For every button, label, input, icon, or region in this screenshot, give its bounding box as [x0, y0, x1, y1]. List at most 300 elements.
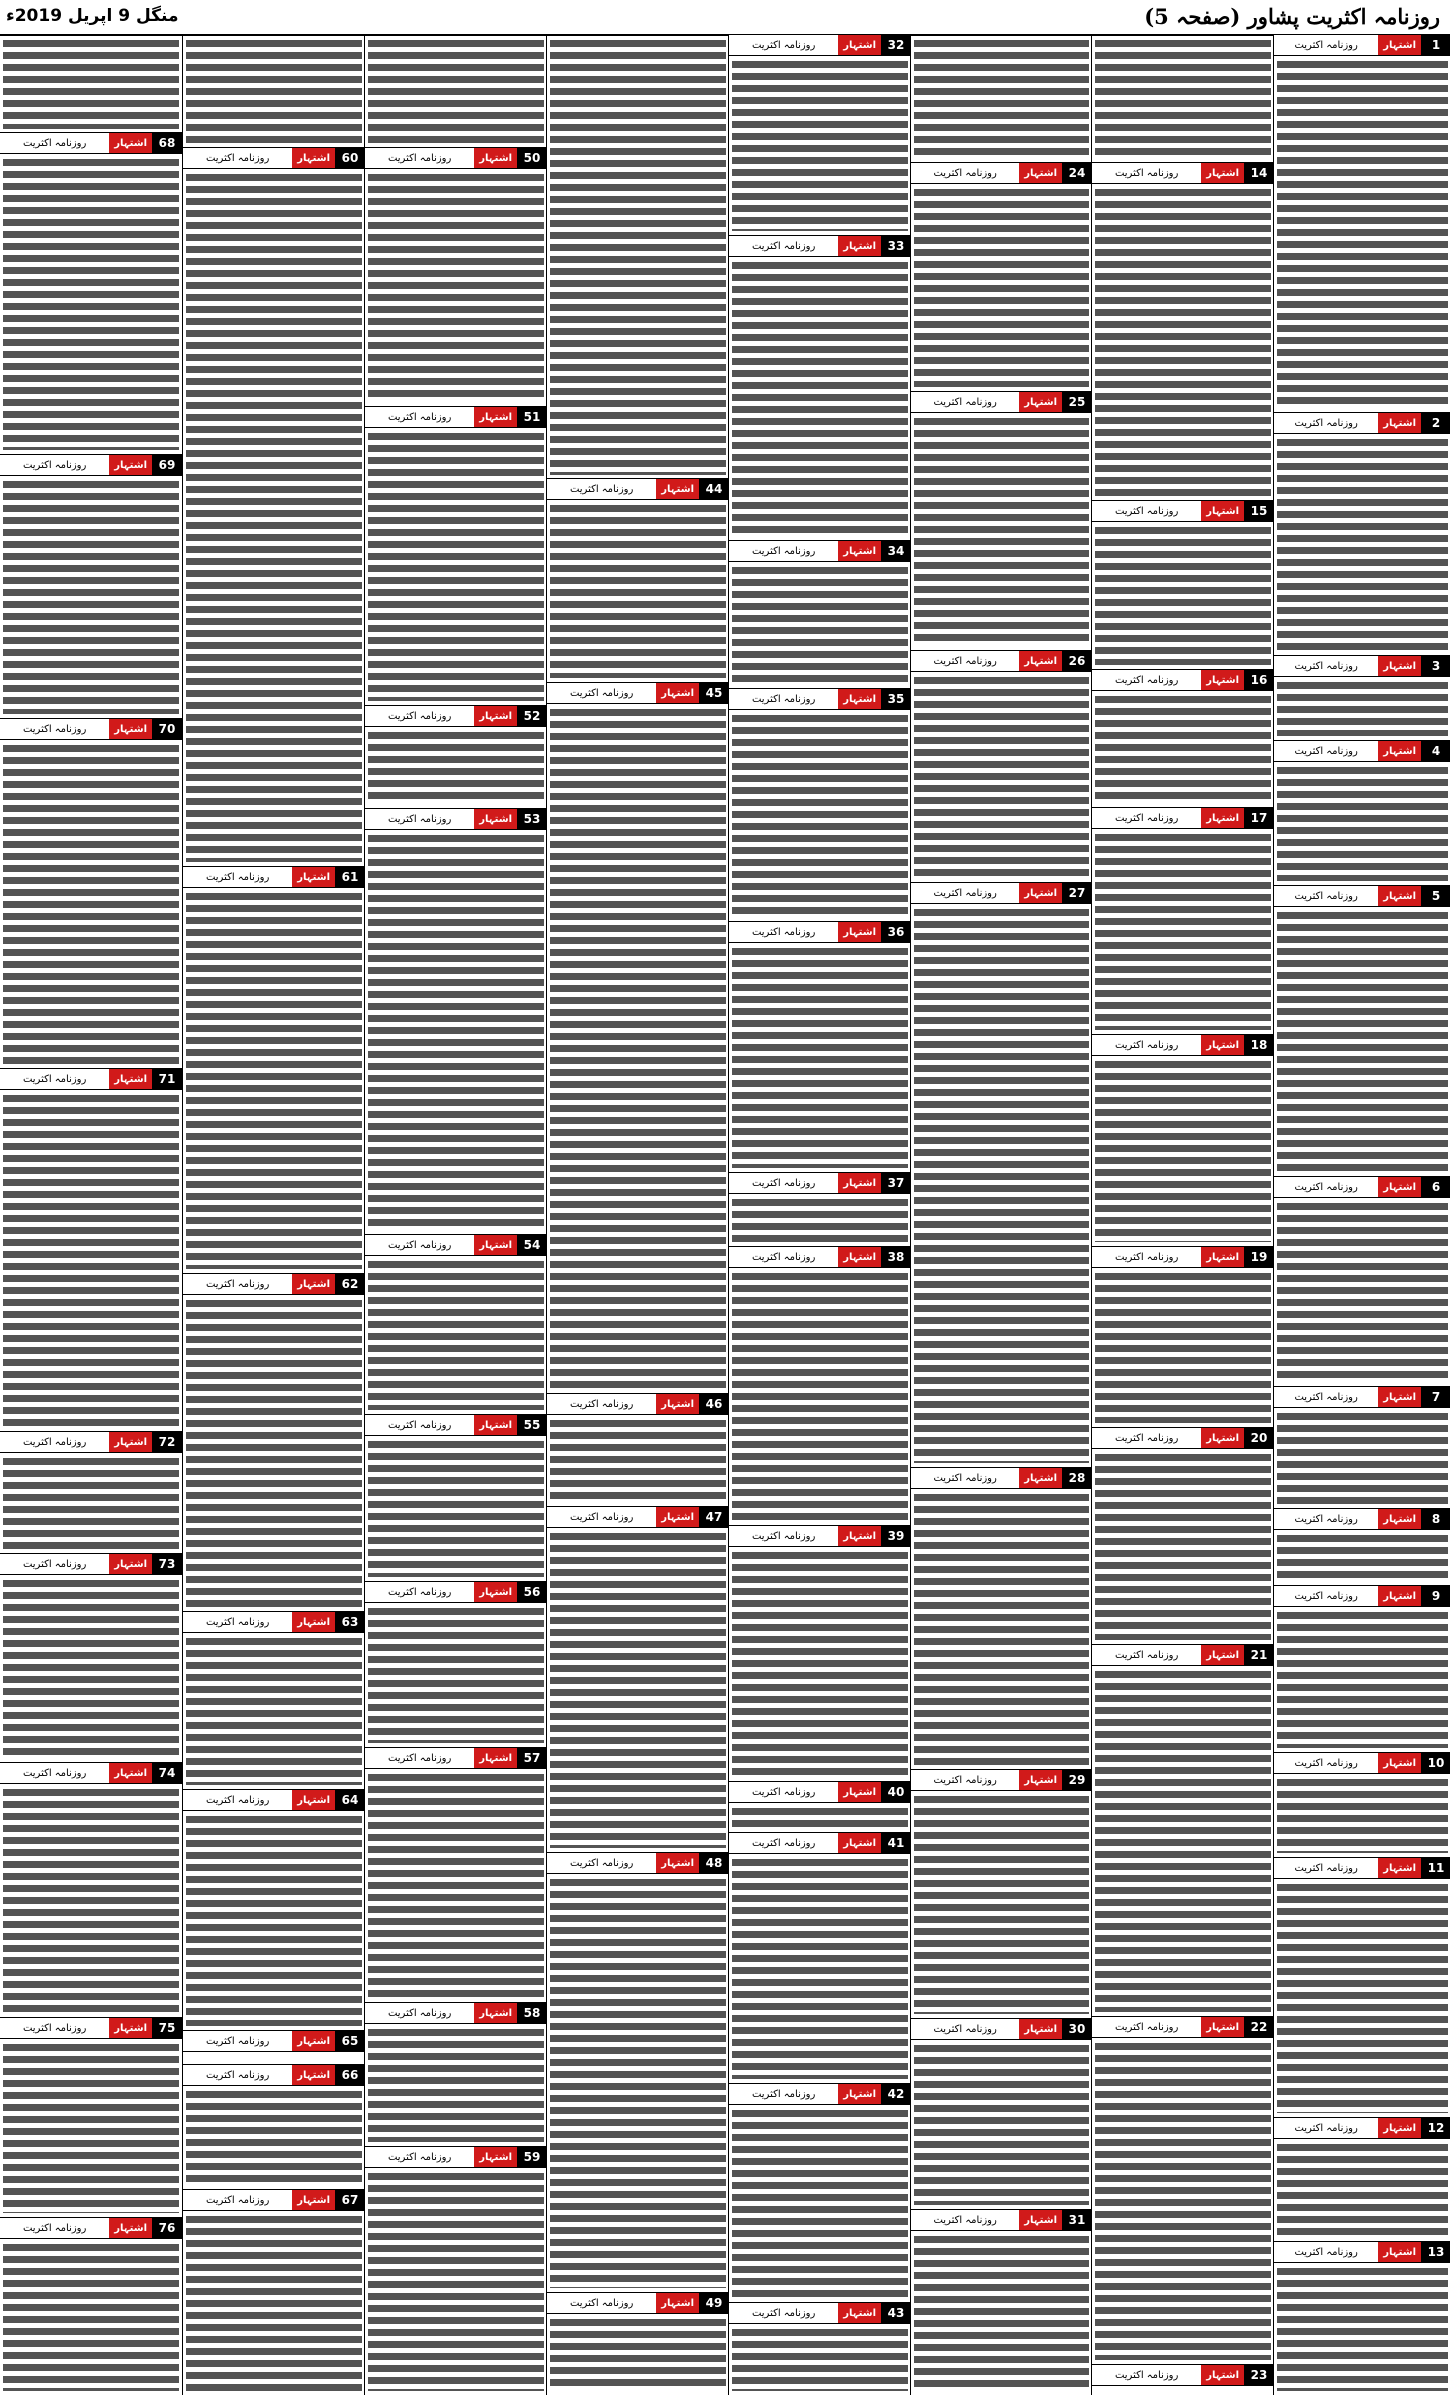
ad-brand-label: اشتہار — [292, 2065, 335, 2085]
ad-text — [3, 478, 179, 714]
ad-number: 52 — [517, 706, 547, 726]
ad-brand-label: اشتہار — [838, 1833, 881, 1853]
ad-paper-label: روزنامہ اکثریت — [387, 710, 452, 722]
ad-number: 29 — [1062, 1770, 1092, 1790]
ad-brand-label: اشتہار — [1378, 2242, 1421, 2262]
ad-brand-label: اشتہار — [1201, 1247, 1244, 1267]
ad-text — [3, 1577, 179, 1758]
ad-brand-label: اشتہار — [292, 2031, 335, 2051]
ad-header — [729, 1172, 911, 1194]
ad-brand-label: اشتہار — [1378, 413, 1421, 433]
ad-brand-label: اشتہار — [1378, 1387, 1421, 1407]
ad-number: 71 — [152, 1069, 182, 1089]
ad-brand-label: اشتہار — [474, 1235, 517, 1255]
ad-brand-label: اشتہار — [1201, 808, 1244, 828]
ad-number: 48 — [699, 1853, 729, 1873]
ad-text — [1095, 2040, 1271, 2360]
ad-header — [1274, 412, 1450, 434]
ad-paper-label: روزنامہ اکثریت — [933, 2023, 997, 2035]
ad-text — [732, 2107, 908, 2298]
ad-header — [365, 406, 547, 428]
ad-column — [0, 34, 182, 2395]
ad-text — [3, 1455, 179, 1549]
ad-paper-label: روزنامہ اکثریت — [1114, 2021, 1179, 2033]
ad-brand-label: اشتہار — [474, 1582, 517, 1602]
ad-paper-label: روزنامہ اکثریت — [22, 1073, 87, 1085]
ad-brand-label: اشتہار — [838, 1782, 881, 1802]
ad-brand-label: اشتہار — [656, 1507, 699, 1527]
ad-number: 9 — [1421, 1586, 1450, 1606]
ad-text — [368, 1771, 544, 1998]
ad-text — [1277, 909, 1448, 1172]
ad-paper-label: روزنامہ اکثریت — [22, 137, 87, 149]
ad-header — [365, 2146, 547, 2168]
ad-number: 6 — [1421, 1177, 1450, 1197]
ad-header — [911, 162, 1092, 184]
ad-header — [1092, 2016, 1274, 2038]
ad-text — [732, 1856, 908, 2079]
ad-number: 59 — [517, 2147, 547, 2167]
ad-paper-label: روزنامہ اکثریت — [1294, 1513, 1358, 1525]
ad-text — [732, 2326, 908, 2391]
ad-brand-label: اشتہار — [109, 455, 152, 475]
ad-brand-label: اشتہار — [838, 1247, 881, 1267]
ad-paper-label: روزنامہ اکثریت — [22, 1767, 87, 1779]
ad-header — [0, 2217, 182, 2239]
ad-paper-label: روزنامہ اکثریت — [22, 723, 87, 735]
ad-number: 64 — [335, 1790, 365, 1810]
ad-text — [368, 37, 544, 144]
ad-text — [368, 1605, 544, 1743]
ad-text — [186, 1297, 362, 1607]
ad-paper-label: روزنامہ اکثریت — [751, 693, 816, 705]
ad-brand-label: اشتہار — [1201, 2017, 1244, 2037]
ad-header — [1274, 2117, 1450, 2139]
ad-number: 11 — [1421, 1858, 1450, 1878]
ad-brand-label: اشتہار — [109, 1554, 152, 1574]
ad-text — [368, 832, 544, 1230]
ad-brand-label: اشتہار — [838, 922, 881, 942]
ad-brand-label: اشتہار — [1201, 501, 1244, 521]
ad-header — [1274, 1508, 1450, 1530]
ad-text — [1277, 436, 1448, 651]
ad-text — [186, 1813, 362, 2026]
ad-number: 60 — [335, 148, 365, 168]
ad-text — [732, 1805, 908, 1828]
ad-number: 67 — [335, 2190, 365, 2210]
ad-text — [1095, 1058, 1271, 1242]
ad-number: 47 — [699, 1507, 729, 1527]
ad-number: 26 — [1062, 651, 1092, 671]
ad-text — [550, 1417, 726, 1502]
ad-text — [1095, 1451, 1271, 1640]
ad-brand-label: اشتہار — [474, 2147, 517, 2167]
ad-header — [183, 1789, 365, 1811]
ad-brand-label: اشتہار — [1378, 1509, 1421, 1529]
ad-number: 27 — [1062, 883, 1092, 903]
ad-paper-label: روزنامہ اکثریت — [1114, 1039, 1179, 1051]
ad-text — [914, 2042, 1089, 2205]
ad-paper-label: روزنامہ اکثریت — [387, 1239, 452, 1251]
ad-brand-label: اشتہار — [1201, 670, 1244, 690]
ad-header — [0, 1762, 182, 1784]
ad-paper-label: روزنامہ اکثریت — [751, 1837, 816, 1849]
ad-brand-label: اشتہار — [1019, 2210, 1062, 2230]
ad-paper-label: روزنامہ اکثریت — [387, 152, 452, 164]
ad-brand-label: اشتہار — [1378, 1586, 1421, 1606]
ad-number: 1 — [1421, 35, 1450, 55]
ad-text — [186, 1635, 362, 1785]
ad-header — [729, 34, 911, 56]
ad-text — [550, 37, 726, 475]
ad-header — [911, 650, 1092, 672]
ad-number: 42 — [881, 2084, 911, 2104]
ad-header — [365, 808, 547, 830]
ad-text — [3, 2041, 179, 2213]
ad-number: 10 — [1421, 1753, 1450, 1773]
ad-text — [550, 706, 726, 1389]
ad-brand-label: اشتہار — [1019, 2019, 1062, 2039]
ad-number: 34 — [881, 541, 911, 561]
ad-brand-label: اشتہار — [474, 1748, 517, 1768]
ad-number: 32 — [881, 35, 911, 55]
ad-number: 37 — [881, 1173, 911, 1193]
ad-number: 38 — [881, 1247, 911, 1267]
ad-paper-label: روزنامہ اکثریت — [1294, 745, 1358, 757]
ad-column — [1091, 34, 1274, 2395]
ad-text — [3, 742, 179, 1064]
ad-brand-label: اشتہار — [1019, 1770, 1062, 1790]
ad-number: 72 — [152, 1432, 182, 1452]
ad-text — [3, 2241, 179, 2391]
ad-text — [1095, 831, 1271, 1030]
ad-number: 17 — [1244, 808, 1274, 828]
ad-text — [732, 1196, 908, 1242]
ad-header — [547, 1852, 729, 1874]
ad-brand-label: اشتہار — [1019, 883, 1062, 903]
ad-brand-label: اشتہار — [109, 1432, 152, 1452]
ad-brand-label: اشتہار — [1019, 163, 1062, 183]
ad-number: 61 — [335, 867, 365, 887]
ad-header — [911, 1769, 1092, 1791]
ad-paper-label: روزنامہ اکثریت — [751, 2088, 816, 2100]
ad-text — [3, 1092, 179, 1427]
ad-paper-label: روزنامہ اکثریت — [751, 1177, 816, 1189]
ad-paper-label: روزنامہ اکثریت — [387, 1752, 452, 1764]
ad-brand-label: اشتہار — [656, 2293, 699, 2313]
ad-number: 41 — [881, 1833, 911, 1853]
ad-header — [1274, 740, 1450, 762]
ad-brand-label: اشتہار — [474, 407, 517, 427]
ad-paper-label: روزنامہ اکثریت — [751, 2307, 816, 2319]
ad-text — [1095, 524, 1271, 665]
ad-paper-label: روزنامہ اکثریت — [933, 887, 997, 899]
ad-paper-label: روزنامہ اکثریت — [1294, 2246, 1358, 2258]
ad-number: 44 — [699, 479, 729, 499]
ad-header — [1092, 500, 1274, 522]
ad-brand-label: اشتہار — [1378, 886, 1421, 906]
ad-paper-label: روزنامہ اکثریت — [387, 2151, 452, 2163]
ad-text — [1095, 1668, 1271, 2012]
ad-number: 30 — [1062, 2019, 1092, 2039]
ad-number: 31 — [1062, 2210, 1092, 2230]
ad-text — [1277, 1609, 1448, 1748]
ad-header — [911, 2209, 1092, 2231]
ad-text — [186, 171, 362, 862]
ad-header — [365, 1414, 547, 1436]
ad-header — [1092, 1034, 1274, 1056]
ad-brand-label: اشتہار — [109, 1763, 152, 1783]
ad-paper-label: روزنامہ اکثریت — [1114, 2369, 1179, 2381]
ad-paper-label: روزنامہ اکثریت — [1294, 660, 1358, 672]
ad-paper-label: روزنامہ اکثریت — [387, 813, 452, 825]
ad-text — [1095, 37, 1271, 159]
ad-number: 54 — [517, 1235, 547, 1255]
ad-number: 24 — [1062, 163, 1092, 183]
ad-brand-label: اشتہار — [292, 1612, 335, 1632]
ad-text — [914, 415, 1089, 646]
ad-header — [1274, 1585, 1450, 1607]
ad-brand-label: اشتہار — [292, 1790, 335, 1810]
ad-paper-label: روزنامہ اکثریت — [1294, 1391, 1358, 1403]
ad-number: 76 — [152, 2218, 182, 2238]
ad-paper-label: روزنامہ اکثریت — [1294, 39, 1358, 51]
ad-header — [0, 454, 182, 476]
ad-brand-label: اشتہار — [1378, 1177, 1421, 1197]
ad-header — [911, 882, 1092, 904]
ad-paper-label: روزنامہ اکثریت — [387, 411, 452, 423]
ad-brand-label: اشتہار — [656, 683, 699, 703]
ad-header — [547, 2292, 729, 2314]
ad-text — [1277, 1881, 1448, 2113]
ad-brand-label: اشتہار — [474, 809, 517, 829]
ad-number: 19 — [1244, 1247, 1274, 1267]
ad-number: 57 — [517, 1748, 547, 1768]
ad-brand-label: اشتہار — [1378, 2118, 1421, 2138]
ad-paper-label: روزنامہ اکثریت — [1114, 1432, 1179, 1444]
ad-header — [1092, 2364, 1274, 2386]
ad-brand-label: اشتہار — [838, 689, 881, 709]
ad-paper-label: روزنامہ اکثریت — [569, 687, 634, 699]
ad-brand-label: اشتہار — [109, 2218, 152, 2238]
ad-paper-label: روزنامہ اکثریت — [22, 2222, 87, 2234]
ad-brand-label: اشتہار — [838, 35, 881, 55]
ad-number: 74 — [152, 1763, 182, 1783]
ad-paper-label: روزنامہ اکثریت — [205, 871, 270, 883]
ad-text — [368, 1438, 544, 1577]
ad-paper-label: روزنامہ اکثریت — [205, 152, 270, 164]
ad-brand-label: اشتہار — [292, 2190, 335, 2210]
ad-number: 73 — [152, 1554, 182, 1574]
ad-header — [1274, 885, 1450, 907]
ad-text — [1277, 2265, 1448, 2391]
ad-header — [1092, 669, 1274, 691]
ad-header — [365, 2002, 547, 2024]
ad-brand-label: اشتہار — [656, 1394, 699, 1414]
ad-header — [365, 1747, 547, 1769]
ad-text — [550, 2316, 726, 2391]
ad-number: 43 — [881, 2303, 911, 2323]
ad-text — [186, 2213, 362, 2391]
issue-date: منگل 9 اپریل 2019ء — [6, 6, 179, 26]
ad-header — [183, 2030, 365, 2052]
ad-paper-label: روزنامہ اکثریت — [751, 1530, 816, 1542]
ad-text — [1277, 1200, 1448, 1382]
ad-paper-label: روزنامہ اکثریت — [1114, 167, 1179, 179]
ad-header — [729, 921, 911, 943]
ad-paper-label: روزنامہ اکثریت — [1294, 1590, 1358, 1602]
ad-paper-label: روزنامہ اکثریت — [933, 396, 997, 408]
ad-paper-label: روزنامہ اکثریت — [933, 655, 997, 667]
ad-brand-label: اشتہار — [109, 719, 152, 739]
ad-number: 14 — [1244, 163, 1274, 183]
ad-paper-label: روزنامہ اکثریت — [933, 167, 997, 179]
ad-paper-label: روزنامہ اکثریت — [205, 2035, 270, 2047]
ad-text — [1277, 2141, 1448, 2237]
ad-text — [914, 1793, 1089, 2014]
ad-paper-label: روزنامہ اکثریت — [751, 1251, 816, 1263]
ad-header — [183, 1273, 365, 1295]
ad-header — [1092, 1246, 1274, 1268]
ad-brand-label: اشتہار — [474, 1415, 517, 1435]
ad-column — [182, 34, 365, 2395]
ad-text — [1277, 679, 1448, 736]
ad-paper-label: روزنامہ اکثریت — [22, 459, 87, 471]
ad-paper-label: روزنامہ اکثریت — [751, 39, 816, 51]
ad-text — [1277, 1532, 1448, 1581]
ad-brand-label: اشتہار — [1019, 392, 1062, 412]
ad-header — [729, 1525, 911, 1547]
ad-paper-label: روزنامہ اکثریت — [205, 2069, 270, 2081]
ad-number: 4 — [1421, 741, 1450, 761]
ad-text — [368, 171, 544, 402]
ad-number: 69 — [152, 455, 182, 475]
ad-header — [729, 235, 911, 257]
ad-number: 2 — [1421, 413, 1450, 433]
ad-column — [546, 34, 729, 2395]
ad-header — [729, 1246, 911, 1268]
ad-paper-label: روزنامہ اکثریت — [1294, 417, 1358, 429]
ad-brand-label: اشتہار — [1019, 1468, 1062, 1488]
masthead — [0, 0, 1450, 36]
ad-number: 7 — [1421, 1387, 1450, 1407]
ad-number: 53 — [517, 809, 547, 829]
ad-paper-label: روزنامہ اکثریت — [569, 2297, 634, 2309]
ad-brand-label: اشتہار — [292, 1274, 335, 1294]
ad-brand-label: اشتہار — [1201, 1645, 1244, 1665]
ad-header — [1274, 1857, 1450, 1879]
ad-brand-label: اشتہار — [838, 2084, 881, 2104]
ad-text — [732, 259, 908, 536]
ad-number: 58 — [517, 2003, 547, 2023]
ad-number: 3 — [1421, 656, 1450, 676]
ad-number: 66 — [335, 2065, 365, 2085]
ad-text — [368, 2026, 544, 2142]
ad-header — [0, 1068, 182, 1090]
ad-paper-label: روزنامہ اکثریت — [1114, 674, 1179, 686]
ad-header — [365, 1234, 547, 1256]
ad-brand-label: اشتہار — [838, 1173, 881, 1193]
ad-header — [729, 2083, 911, 2105]
ad-paper-label: روزنامہ اکثریت — [1114, 505, 1179, 517]
ad-number: 68 — [152, 133, 182, 153]
ad-text — [732, 58, 908, 231]
ad-paper-label: روزنامہ اکثریت — [1294, 2122, 1358, 2134]
ad-text — [914, 906, 1089, 1463]
ad-text — [1095, 693, 1271, 803]
ad-number: 56 — [517, 1582, 547, 1602]
ad-header — [729, 540, 911, 562]
ad-brand-label: اشتہار — [1378, 35, 1421, 55]
ad-header — [1092, 162, 1274, 184]
ad-text — [368, 729, 544, 804]
ad-number: 70 — [152, 719, 182, 739]
ad-number: 35 — [881, 689, 911, 709]
ad-paper-label: روزنامہ اکثریت — [22, 1558, 87, 1570]
ad-header — [1274, 655, 1450, 677]
ad-header — [1274, 1176, 1450, 1198]
ad-brand-label: اشتہار — [1378, 656, 1421, 676]
ad-brand-label: اشتہار — [292, 148, 335, 168]
ad-number: 51 — [517, 407, 547, 427]
ad-text — [368, 2170, 544, 2391]
ad-header — [0, 1431, 182, 1453]
ad-number: 63 — [335, 1612, 365, 1632]
ad-number: 40 — [881, 1782, 911, 1802]
ad-header — [547, 1393, 729, 1415]
ad-column — [728, 34, 911, 2395]
ad-number: 46 — [699, 1394, 729, 1414]
ad-paper-label: روزنامہ اکثریت — [1114, 812, 1179, 824]
ad-paper-label: روزنامہ اکثریت — [387, 1419, 452, 1431]
ad-number: 50 — [517, 148, 547, 168]
ad-text — [1095, 186, 1271, 496]
ad-number: 39 — [881, 1526, 911, 1546]
ad-brand-label: اشتہار — [1378, 741, 1421, 761]
ad-header — [1092, 807, 1274, 829]
ad-header — [729, 2302, 911, 2324]
ad-brand-label: اشتہار — [474, 2003, 517, 2023]
ad-number: 12 — [1421, 2118, 1450, 2138]
ad-paper-label: روزنامہ اکثریت — [22, 1436, 87, 1448]
ad-paper-label: روزنامہ اکثریت — [387, 2007, 452, 2019]
ad-paper-label: روزنامہ اکثریت — [751, 240, 816, 252]
ad-number: 18 — [1244, 1035, 1274, 1055]
ad-brand-label: اشتہار — [474, 706, 517, 726]
ad-text — [1277, 1410, 1448, 1504]
ad-brand-label: اشتہار — [292, 867, 335, 887]
ad-paper-label: روزنامہ اکثریت — [751, 545, 816, 557]
ad-header — [183, 147, 365, 169]
ad-header — [0, 718, 182, 740]
ad-text — [1277, 58, 1448, 408]
ad-number: 65 — [335, 2031, 365, 2051]
ad-header — [911, 1467, 1092, 1489]
newspaper-title: روزنامہ اکثریت پشاور (صفحہ 5) — [1144, 4, 1440, 29]
ad-header — [0, 132, 182, 154]
ad-text — [550, 1876, 726, 2288]
ad-brand-label: اشتہار — [1378, 1858, 1421, 1878]
ad-paper-label: روزنامہ اکثریت — [1294, 1181, 1358, 1193]
ad-brand-label: اشتہار — [656, 479, 699, 499]
ad-text — [186, 37, 362, 144]
ad-number: 49 — [699, 2293, 729, 2313]
ad-text — [732, 1549, 908, 1777]
ad-paper-label: روزنامہ اکثریت — [205, 2194, 270, 2206]
ad-number: 20 — [1244, 1428, 1274, 1448]
ad-column — [1273, 34, 1450, 2395]
ad-header — [911, 2018, 1092, 2040]
